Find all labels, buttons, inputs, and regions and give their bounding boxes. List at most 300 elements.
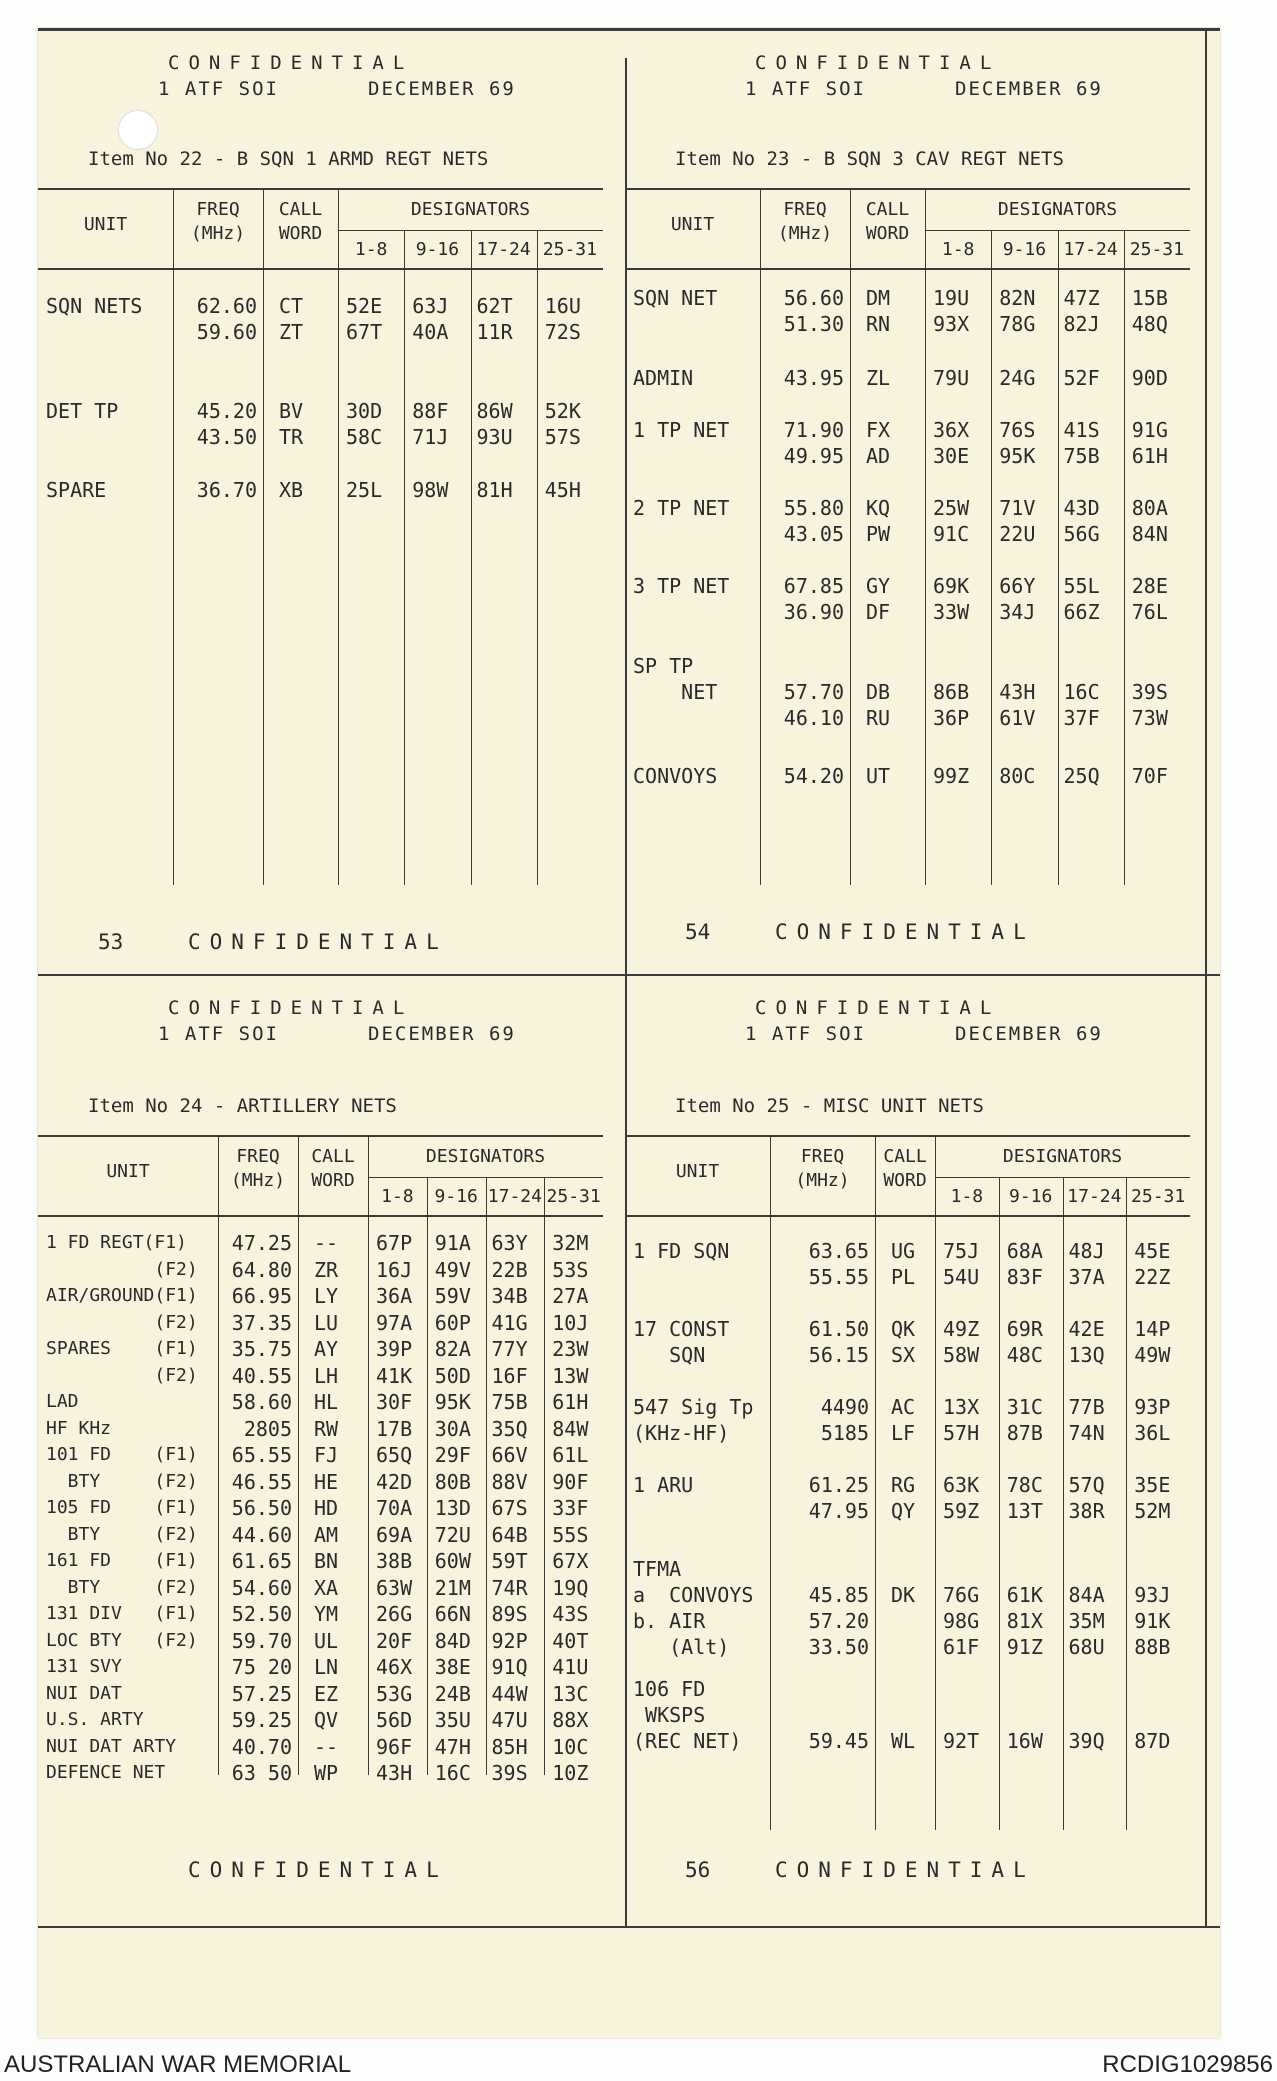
- q4-call-cell: WL: [891, 1729, 916, 1753]
- q3-unit-cell: (F2): [46, 1311, 198, 1333]
- q3-designator-cell: 46X: [376, 1655, 413, 1679]
- q3-freq-cell: 54.60: [231, 1575, 292, 1600]
- q3-designator-cell: 13C: [552, 1681, 589, 1706]
- q3-freq-cell: 52.50: [231, 1602, 292, 1626]
- q4-item-title: Item No 25 - MISC UNIT NETS: [675, 1095, 984, 1117]
- q4-month-label: DECEMBER 69: [955, 1023, 1103, 1045]
- q1-unit-cell: DET TP: [46, 399, 119, 423]
- q3-designator-cell: 16C: [434, 1761, 471, 1785]
- q1-header-designators: DESIGNATORS: [410, 199, 531, 220]
- q3-designator-cell: 61H: [552, 1390, 589, 1414]
- q1-item-title: Item No 22 - B SQN 1 ARMD REGT NETS: [88, 148, 489, 170]
- q3-freq-cell: 2805: [243, 1416, 292, 1441]
- q3-unit-cell: BTY (F2): [46, 1470, 198, 1492]
- q1-designator-rule: [404, 230, 405, 885]
- q3-designator-cell: 85H: [491, 1734, 528, 1759]
- q3-freq-cell: 35.75: [231, 1337, 292, 1361]
- q3-designator-cell: 20F: [376, 1628, 413, 1653]
- q4-table-top-rule: [625, 1135, 1190, 1137]
- q3-call-cell: AY: [314, 1337, 339, 1361]
- q2-unit-cell: SQN NET: [633, 286, 718, 310]
- q2-designator-cell: 36X 30E: [933, 418, 970, 468]
- q2-call-cell: DB RU: [866, 680, 891, 730]
- q3-designator-cell: 60P: [434, 1310, 471, 1335]
- q3-freq-cell: 56.50: [231, 1496, 292, 1520]
- q4-designator-cell: 69R 48C: [1006, 1317, 1043, 1367]
- bottom-border: [38, 1926, 1220, 1928]
- q4-unit-cell: 1 ARU: [633, 1473, 694, 1497]
- q4-confidential-header: CONFIDENTIAL: [755, 997, 1001, 1019]
- q2-designator-cell: 43H 61V: [999, 680, 1036, 730]
- q1-column-rule: [263, 188, 264, 885]
- q4-header-unit: UNIT: [675, 1161, 720, 1182]
- q3-call-cell: FJ: [314, 1443, 339, 1467]
- q3-call-cell: ZR: [314, 1257, 339, 1282]
- q1-soi-label: 1 ATF SOI: [158, 78, 279, 100]
- q1-table-top-rule: [38, 188, 603, 190]
- q2-unit-cell: 2 TP NET: [633, 496, 730, 520]
- q3-designator-cell: 80B: [434, 1469, 471, 1494]
- q3-designator-cell: 33F: [552, 1496, 589, 1520]
- q3-freq-cell: 46.55: [231, 1469, 292, 1494]
- q3-designator-cell: 39P: [376, 1337, 413, 1361]
- q3-call-cell: YM: [314, 1602, 339, 1626]
- q2-designator-cell: 19U 93X: [933, 286, 970, 336]
- q3-freq-cell: 58.60: [231, 1390, 292, 1414]
- q4-freq-cell: 61.50 56.15: [808, 1317, 869, 1367]
- q3-designator-cell: 24B: [434, 1681, 471, 1706]
- q3-column-rule: [368, 1135, 369, 1775]
- q3-unit-cell: (F2): [46, 1364, 198, 1386]
- q2-header-d2: 9-16: [1002, 239, 1047, 260]
- q4-designator-rule: [999, 1177, 1000, 1830]
- q3-designator-cell: 47H: [434, 1734, 471, 1759]
- q2-designator-cell: 24G: [999, 366, 1036, 390]
- q3-unit-cell: DEFENCE NET: [46, 1762, 166, 1783]
- q4-unit-cell: 106 FD WKSPS (REC NET): [633, 1677, 742, 1753]
- q2-table-header-rule: [625, 268, 1190, 270]
- q4-unit-cell: 1 FD SQN: [633, 1239, 730, 1263]
- q2-header-call: CALL WORD: [865, 199, 910, 244]
- q3-designator-cell: 59V: [434, 1284, 471, 1308]
- q1-freq-cell: 45.20 43.50: [196, 399, 257, 449]
- q2-unit-cell: SP TP NET: [633, 654, 718, 704]
- middle-divider: [38, 974, 1220, 976]
- q4-header-d3: 17-24: [1067, 1186, 1122, 1207]
- q1-designator-cell: 25L: [346, 478, 383, 502]
- q3-designator-cell: 49V: [434, 1257, 471, 1282]
- q2-call-cell: UT: [866, 764, 891, 788]
- q2-header-designators: DESIGNATORS: [997, 199, 1118, 220]
- q4-designator-cell: 14P 49W: [1134, 1317, 1171, 1367]
- q3-designator-cell: 38E: [434, 1655, 471, 1679]
- q4-designator-cell: 93J 91K 88B: [1134, 1583, 1171, 1659]
- caption-left: AUSTRALIAN WAR MEMORIAL: [4, 2051, 352, 2078]
- q3-designator-cell: 38B: [376, 1549, 413, 1573]
- q1-designator-rule: [537, 230, 538, 885]
- q2-confidential-header: CONFIDENTIAL: [755, 52, 1001, 74]
- q3-call-cell: HD: [314, 1496, 339, 1520]
- q3-unit-cell: LAD: [46, 1391, 79, 1412]
- q1-designator-rule: [471, 230, 472, 885]
- q2-confidential-footer: CONFIDENTIAL: [775, 920, 1035, 944]
- q3-designator-cell: 41G: [491, 1310, 528, 1335]
- q4-designator-cell: 57Q 38R: [1068, 1473, 1105, 1523]
- q3-designator-cell: 39S: [491, 1761, 528, 1785]
- q3-table-header-rule: [38, 1215, 603, 1217]
- q3-designator-cell: 91Q: [491, 1655, 528, 1679]
- q4-designator-cell: 77B 74N: [1068, 1395, 1105, 1445]
- q3-header-d2: 9-16: [434, 1186, 478, 1207]
- q1-header-unit: UNIT: [83, 214, 128, 235]
- q2-designator-cell: 82N 78G: [999, 286, 1036, 336]
- q2-designator-cell: 80A 84N: [1131, 496, 1168, 546]
- q1-header-d4: 25-31: [542, 239, 597, 260]
- q3-freq-cell: 40.70: [231, 1734, 292, 1759]
- q3-freq-cell: 61.65: [231, 1549, 292, 1573]
- q4-confidential-footer: CONFIDENTIAL: [775, 1858, 1035, 1882]
- q3-call-cell: RW: [314, 1416, 339, 1441]
- q3-freq-cell: 65.55: [231, 1443, 292, 1467]
- q3-designator-cell: 63W: [376, 1575, 413, 1600]
- q2-designator-cell: 79U: [933, 366, 970, 390]
- q2-designator-cell: 47Z 82J: [1063, 286, 1100, 336]
- q3-designator-cell: 10J: [552, 1310, 589, 1335]
- q1-freq-cell: 62.60 59.60: [196, 294, 257, 344]
- q4-designator-cell: 49Z 58W: [943, 1317, 980, 1367]
- q2-header-freq: FREQ (MHz): [777, 199, 833, 244]
- q1-designator-cell: 16U 72S: [544, 294, 581, 344]
- q2-designator-cell: 25W 91C: [933, 496, 970, 546]
- q2-designator-cell: 15B 48Q: [1131, 286, 1168, 336]
- q1-header-d2: 9-16: [415, 239, 460, 260]
- q3-designator-cell: 21M: [434, 1575, 471, 1600]
- q3-call-cell: LN: [314, 1655, 339, 1679]
- q4-designator-cell: 35E 52M: [1134, 1473, 1171, 1523]
- q3-designator-cell: 19Q: [552, 1575, 589, 1600]
- q1-designator-cell: 88F 71J: [412, 399, 449, 449]
- q3-unit-cell: SPARES (F1): [46, 1338, 198, 1359]
- q1-designator-cell: 98W: [412, 478, 449, 502]
- q3-designator-cell: 50D: [434, 1363, 471, 1388]
- q3-freq-cell: 37.35: [231, 1310, 292, 1335]
- q1-page-number: 53: [98, 930, 124, 954]
- q3-designator-rule: [427, 1177, 428, 1775]
- q3-designator-cell: 16J: [376, 1257, 413, 1282]
- q4-designator-cell: 93P 36L: [1134, 1395, 1171, 1445]
- q3-call-cell: HL: [314, 1390, 339, 1414]
- q3-soi-label: 1 ATF SOI: [158, 1023, 279, 1045]
- q3-designator-cell: 88X: [552, 1708, 589, 1732]
- q3-designator-cell: 82A: [434, 1337, 471, 1361]
- q4-freq-cell: 61.25 47.95: [808, 1473, 869, 1523]
- q4-unit-cell: TFMA a CONVOYS b. AIR (Alt): [633, 1557, 754, 1659]
- caption-right: RCDIG1029856: [1102, 2051, 1273, 2078]
- q3-unit-cell: BTY (F2): [46, 1576, 198, 1598]
- q1-designator-cell: 62T 11R: [476, 294, 513, 344]
- q2-designator-cell: 41S 75B: [1063, 418, 1100, 468]
- q3-header-d1: 1-8: [381, 1186, 414, 1207]
- q3-designator-cell: 90F: [552, 1469, 589, 1494]
- q2-designator-cell: 70F: [1131, 764, 1168, 788]
- q2-call-cell: FX AD: [866, 418, 891, 468]
- q2-unit-cell: CONVOYS: [633, 764, 718, 788]
- q2-call-cell: DM RN: [866, 286, 891, 336]
- q3-call-cell: EZ: [314, 1681, 339, 1706]
- q3-freq-cell: 59.25: [231, 1708, 292, 1732]
- q3-designator-cell: 88V: [491, 1469, 528, 1494]
- q3-freq-cell: 47.25: [231, 1231, 292, 1255]
- q2-designator-cell: 43D 56G: [1063, 496, 1100, 546]
- q3-call-cell: --: [314, 1734, 339, 1759]
- q3-call-cell: AM: [314, 1522, 339, 1547]
- q3-designator-cell: 95K: [434, 1390, 471, 1414]
- q2-freq-cell: 55.80 43.05: [783, 496, 844, 546]
- q3-unit-cell: 105 FD (F1): [46, 1497, 198, 1518]
- q4-designator-cell: 45E 22Z: [1134, 1239, 1171, 1289]
- q2-designator-cell: 25Q: [1063, 764, 1100, 788]
- q4-designator-rule: [1126, 1177, 1127, 1830]
- q3-designator-cell: 64B: [491, 1522, 528, 1547]
- q2-call-cell: GY DF: [866, 574, 891, 624]
- q4-designator-cell: 78C 13T: [1006, 1473, 1043, 1523]
- q3-call-cell: LH: [314, 1363, 339, 1388]
- q1-month-label: DECEMBER 69: [368, 78, 516, 100]
- q3-header-d4: 25-31: [546, 1186, 601, 1207]
- q3-unit-cell: (F2): [46, 1258, 198, 1280]
- q1-designator-cell: 52E 67T: [346, 294, 383, 344]
- q2-soi-label: 1 ATF SOI: [745, 78, 866, 100]
- q4-header-d2: 9-16: [1008, 1186, 1053, 1207]
- q3-call-cell: UL: [314, 1628, 339, 1653]
- q2-unit-cell: 3 TP NET: [633, 574, 730, 598]
- q3-header-d3: 17-24: [487, 1186, 542, 1207]
- q4-header-d4: 25-31: [1131, 1186, 1186, 1207]
- q3-call-cell: WP: [314, 1761, 339, 1785]
- q4-header-freq: FREQ (MHz): [795, 1146, 850, 1191]
- q3-header-designators: DESIGNATORS: [425, 1146, 546, 1167]
- q3-designator-cell: 29F: [434, 1443, 471, 1467]
- q4-designator-cell: 39Q: [1068, 1729, 1105, 1753]
- q4-freq-cell: 59.45: [808, 1729, 869, 1753]
- q3-designator-cell: 65Q: [376, 1443, 413, 1467]
- q4-soi-label: 1 ATF SOI: [745, 1023, 866, 1045]
- q3-designator-cell: 91A: [434, 1231, 471, 1255]
- q3-designator-cell: 30F: [376, 1390, 413, 1414]
- q3-designator-cell: 66N: [434, 1602, 471, 1626]
- q3-confidential-header: CONFIDENTIAL: [168, 997, 414, 1019]
- q3-designator-cell: 23W: [552, 1337, 589, 1361]
- q4-freq-cell: 45.85 57.20 33.50: [808, 1583, 869, 1659]
- q3-month-label: DECEMBER 69: [368, 1023, 516, 1045]
- q3-unit-cell: LOC BTY (F2): [46, 1629, 198, 1651]
- q3-designator-cell: 22B: [491, 1257, 528, 1282]
- q3-unit-cell: AIR/GROUND(F1): [46, 1285, 198, 1306]
- q3-unit-cell: HF KHz: [46, 1417, 112, 1439]
- q4-freq-cell: 4490 5185: [820, 1395, 869, 1445]
- q3-confidential-footer: CONFIDENTIAL: [188, 1858, 448, 1882]
- q1-designator-cell: 45H: [544, 478, 581, 502]
- q1-confidential-header: CONFIDENTIAL: [168, 52, 414, 74]
- q3-designator-cell: 32M: [552, 1231, 589, 1255]
- q3-call-cell: HE: [314, 1469, 339, 1494]
- q3-designator-cell: 43S: [552, 1602, 589, 1626]
- q2-designator-cell: 55L 66Z: [1063, 574, 1100, 624]
- q3-designator-cell: 61L: [552, 1443, 589, 1467]
- q2-designator-cell: 90D: [1131, 366, 1168, 390]
- q1-header-d1: 1-8: [354, 239, 388, 260]
- q1-designator-cell: 30D 58C: [346, 399, 383, 449]
- q2-designator-rule: [1124, 230, 1125, 885]
- q1-freq-cell: 36.70: [196, 478, 257, 502]
- q3-item-title: Item No 24 - ARTILLERY NETS: [88, 1095, 397, 1117]
- q2-page-number: 54: [685, 920, 711, 944]
- q3-unit-cell: NUI DAT ARTY: [46, 1735, 177, 1757]
- q4-header-designators: DESIGNATORS: [1002, 1146, 1123, 1167]
- q3-designator-cell: 34B: [491, 1284, 528, 1308]
- q4-page-number: 56: [685, 1858, 711, 1882]
- q2-freq-cell: 43.95: [783, 366, 844, 390]
- q3-designator-cell: 30A: [434, 1416, 471, 1441]
- q4-call-cell: AC LF: [891, 1395, 916, 1445]
- q3-designator-cell: 16F: [491, 1363, 528, 1388]
- q2-designator-cell: 28E 76L: [1131, 574, 1168, 624]
- q1-designator-cell: 63J 40A: [412, 294, 449, 344]
- q3-call-cell: BN: [314, 1549, 339, 1573]
- q2-designator-cell: 71V 22U: [999, 496, 1036, 546]
- q2-header-d3: 17-24: [1063, 239, 1118, 260]
- q3-designator-cell: 72U: [434, 1522, 471, 1547]
- q3-designator-cell: 41U: [552, 1655, 589, 1679]
- q1-unit-cell: SPARE: [46, 478, 107, 502]
- q4-designator-cell: 75J 54U: [943, 1239, 980, 1289]
- q4-designator-cell: 61K 81X 91Z: [1006, 1583, 1043, 1659]
- q2-designator-rule: [1058, 230, 1059, 885]
- q3-call-cell: XA: [314, 1575, 339, 1600]
- q2-unit-cell: 1 TP NET: [633, 418, 730, 442]
- q3-freq-cell: 75 20: [231, 1655, 292, 1679]
- q2-designator-cell: 86B 36P: [933, 680, 970, 730]
- q3-designator-cell: 41K: [376, 1363, 413, 1388]
- q1-designator-cell: 81H: [476, 478, 513, 502]
- q4-table-header-rule: [625, 1215, 1190, 1217]
- q3-designator-cell: 55S: [552, 1522, 589, 1547]
- q3-freq-cell: 57.25: [231, 1681, 292, 1706]
- q3-designator-cell: 67S: [491, 1496, 528, 1520]
- q1-designator-cell: 52K 57S: [544, 399, 581, 449]
- q1-header-freq: FREQ (MHz): [190, 199, 246, 244]
- q2-freq-cell: 54.20: [783, 764, 844, 788]
- q2-designator-cell: 99Z: [933, 764, 970, 788]
- q4-designator-cell: 76G 98G 61F: [943, 1583, 980, 1659]
- q3-designator-cell: 13W: [552, 1363, 589, 1388]
- q3-designator-cell: 53S: [552, 1257, 589, 1282]
- q3-designator-cell: 35Q: [491, 1416, 528, 1441]
- q1-column-rule: [338, 188, 339, 885]
- q3-call-cell: --: [314, 1231, 339, 1255]
- q4-freq-cell: 63.65 55.55: [808, 1239, 869, 1289]
- q2-freq-cell: 56.60 51.30: [783, 286, 844, 336]
- q3-freq-cell: 64.80: [231, 1257, 292, 1282]
- q1-designator-cell: 86W 93U: [476, 399, 513, 449]
- q3-unit-cell: NUI DAT: [46, 1682, 122, 1704]
- q2-designator-cell: 91G 61H: [1131, 418, 1168, 468]
- q2-header-d4: 25-31: [1129, 239, 1184, 260]
- q4-designator-cell: 13X 57H: [943, 1395, 980, 1445]
- q3-unit-cell: 131 DIV (F1): [46, 1603, 198, 1624]
- q3-designator-cell: 47U: [491, 1708, 528, 1732]
- q2-column-rule: [850, 188, 851, 885]
- q2-month-label: DECEMBER 69: [955, 78, 1103, 100]
- q4-designator-rule: [1063, 1177, 1064, 1830]
- center-divider: [625, 58, 627, 1928]
- q4-call-cell: RG QY: [891, 1473, 916, 1523]
- q1-confidential-footer: CONFIDENTIAL: [188, 930, 448, 954]
- q3-designator-cell: 75B: [491, 1390, 528, 1414]
- punch-hole: [118, 110, 158, 150]
- q3-header-freq: FREQ (MHz): [230, 1146, 286, 1191]
- q1-call-cell: XB: [279, 478, 304, 502]
- q3-designator-cell: 35U: [434, 1708, 471, 1732]
- q2-item-title: Item No 23 - B SQN 3 CAV REGT NETS: [675, 148, 1064, 170]
- q3-header-unit: UNIT: [106, 1161, 150, 1182]
- q2-unit-cell: ADMIN: [633, 366, 694, 390]
- q4-designator-cell: 92T: [943, 1729, 980, 1753]
- q4-call-cell: UG PL: [891, 1239, 916, 1289]
- q3-designator-cell: 43H: [376, 1761, 413, 1785]
- q3-designator-cell: 59T: [491, 1549, 528, 1573]
- q4-designator-cell: 48J 37A: [1068, 1239, 1105, 1289]
- q4-designator-cell: 31C 87B: [1006, 1395, 1043, 1445]
- q2-call-cell: ZL: [866, 366, 891, 390]
- q4-header-call: CALL WORD: [883, 1146, 927, 1191]
- top-border: [38, 28, 1220, 31]
- q3-designator-cell: 96F: [376, 1734, 413, 1759]
- q3-unit-cell: 161 FD (F1): [46, 1550, 198, 1571]
- q4-designator-cell: 84A 35M 68U: [1068, 1583, 1105, 1659]
- q3-unit-cell: BTY (F2): [46, 1523, 198, 1545]
- q4-designator-cell: 68A 83F: [1006, 1239, 1043, 1289]
- q3-designator-cell: 97A: [376, 1310, 413, 1335]
- q3-designator-cell: 40T: [552, 1628, 589, 1653]
- q3-designator-cell: 53G: [376, 1681, 413, 1706]
- q2-header-unit: UNIT: [670, 214, 715, 235]
- q3-designator-cell: 67P: [376, 1231, 413, 1255]
- q2-designator-cell: 80C: [999, 764, 1036, 788]
- q3-freq-cell: 66.95: [231, 1284, 292, 1308]
- q2-header-d1: 1-8: [941, 239, 975, 260]
- q3-designator-cell: 56D: [376, 1708, 413, 1732]
- q4-unit-cell: 17 CONST SQN: [633, 1317, 730, 1367]
- q3-designator-cell: 17B: [376, 1416, 413, 1441]
- q3-unit-cell: 131 SVY: [46, 1656, 122, 1677]
- q2-designator-cell: 66Y 34J: [999, 574, 1036, 624]
- q4-designator-cell: 42E 13Q: [1068, 1317, 1105, 1367]
- q4-call-cell: QK SX: [891, 1317, 916, 1367]
- q4-designator-cell: 16W: [1006, 1729, 1043, 1753]
- q2-call-cell: KQ PW: [866, 496, 891, 546]
- q3-freq-cell: 63 50: [231, 1761, 292, 1785]
- q3-designator-cell: 13D: [434, 1496, 471, 1520]
- q2-designator-cell: 16C 37F: [1063, 680, 1100, 730]
- q4-designator-cell: 63K 59Z: [943, 1473, 980, 1523]
- q3-unit-cell: U.S. ARTY: [46, 1709, 144, 1730]
- q3-unit-cell: 1 FD REGT(F1): [46, 1232, 187, 1253]
- q1-header-d3: 17-24: [476, 239, 531, 260]
- q3-call-cell: LU: [314, 1310, 339, 1335]
- q4-column-rule: [935, 1135, 936, 1830]
- q3-designator-cell: 77Y: [491, 1337, 528, 1361]
